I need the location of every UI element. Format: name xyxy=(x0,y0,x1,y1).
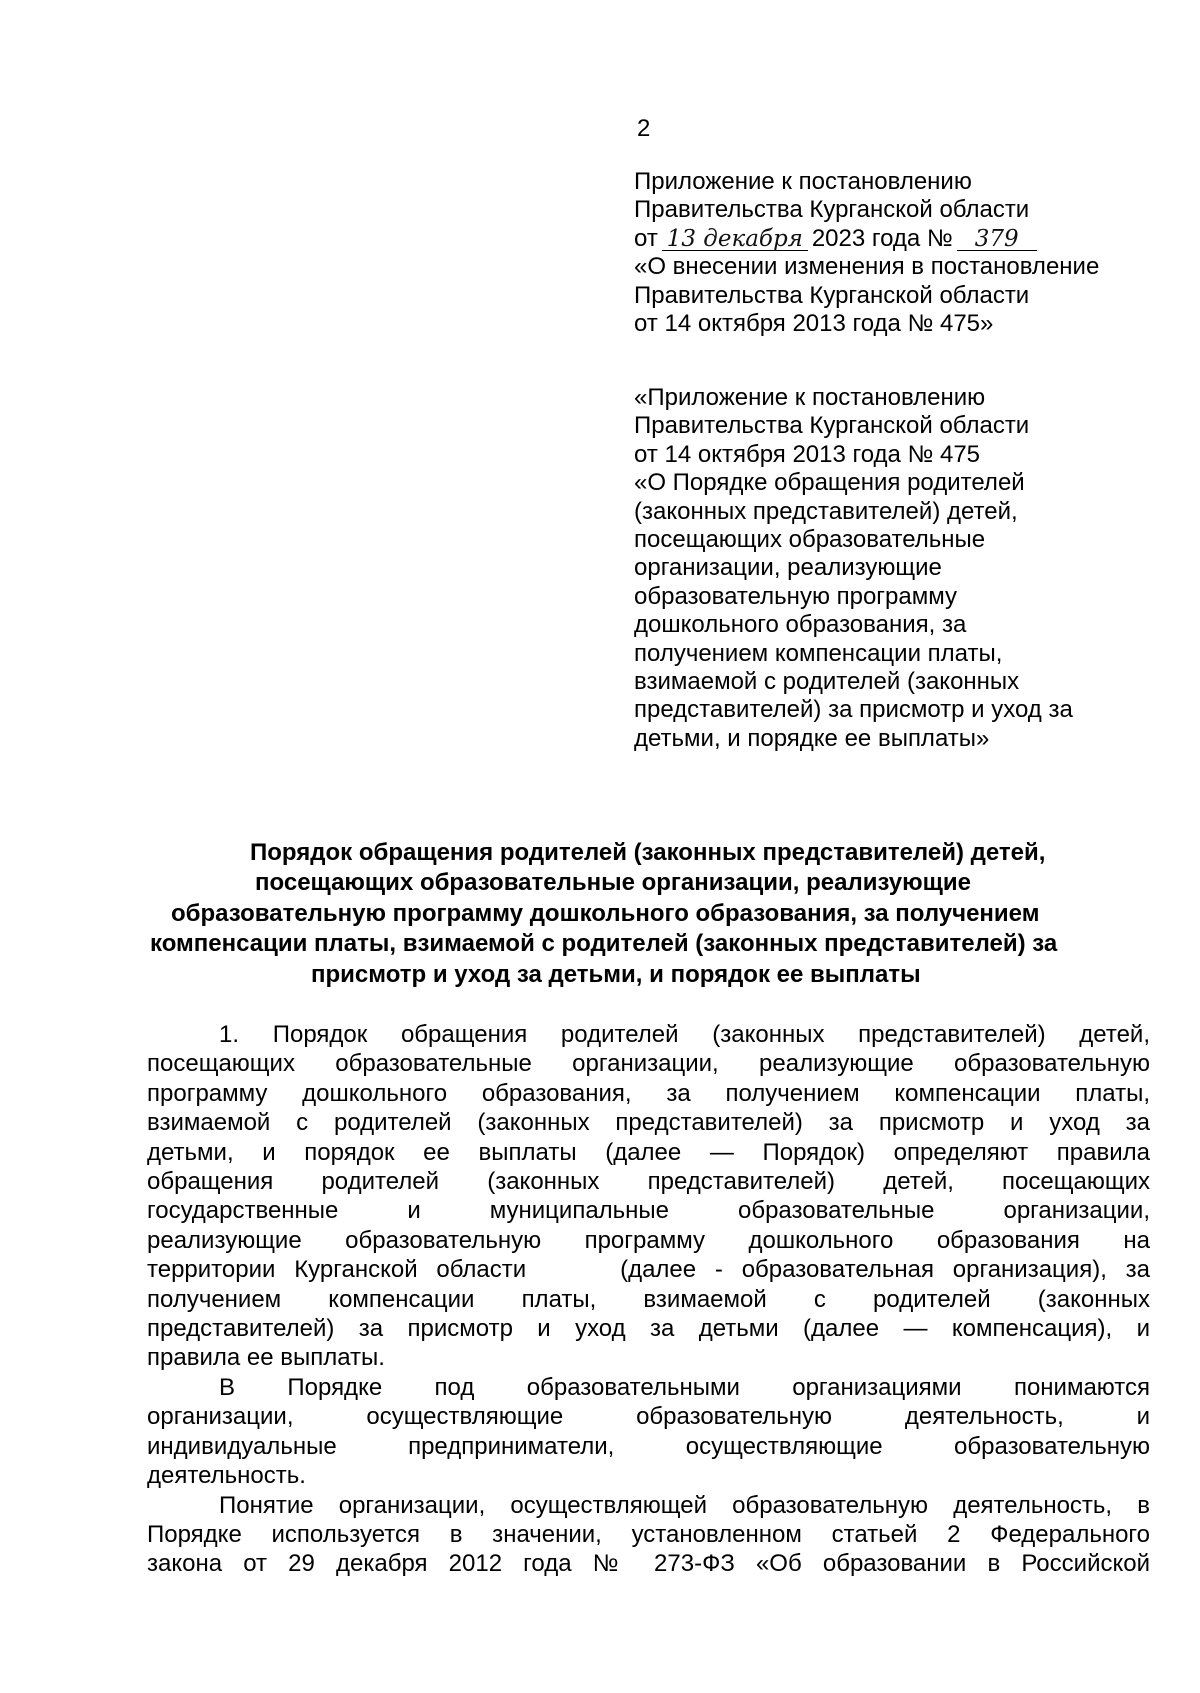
body-line: правила ее выплаты. xyxy=(147,1344,385,1372)
appendix-original-line: взимаемой с родителей (законных xyxy=(634,668,1020,696)
appendix-header-line: Приложение к постановлению xyxy=(634,168,972,195)
appendix-original-line: Правительства Курганской области xyxy=(634,412,1030,440)
body-line: представителей) за присмотр и уход за детьми (далее — компенсация), и xyxy=(147,1315,1150,1343)
title-line: посещающих образовательные организации, реализующие xyxy=(255,869,971,897)
handwritten-number: 379 xyxy=(957,228,1037,251)
body-line: Понятие организации, осуществляющей образовательную деятельность, в xyxy=(219,1491,1150,1519)
body-line: взимаемой с родителей (законных представителей) за присмотр и уход за xyxy=(147,1109,1150,1137)
appendix-original-line: (законных представителей) детей, xyxy=(634,497,1018,525)
appendix-header-line: Правительства Курганской области xyxy=(634,281,1030,309)
appendix-original-line: образовательную программу xyxy=(634,582,958,610)
appendix-header-line: Правительства Курганской области xyxy=(634,196,1030,224)
title-line: Порядок обращения родителей (законных представителей) детей, xyxy=(250,839,1046,866)
body-line: индивидуальные предприниматели, осуществляющие образовательную xyxy=(147,1432,1150,1460)
body-line: детьми, и порядок ее выплаты (далее — Порядок) определяют правила xyxy=(147,1138,1150,1166)
body-line: организации, осуществляющие образовательную деятельность, и xyxy=(147,1403,1150,1431)
page-number: 2 xyxy=(637,115,651,142)
document-title xyxy=(150,838,1150,990)
appendix-original-line: дошкольного образования, за xyxy=(634,611,967,639)
appendix-header xyxy=(634,168,1194,338)
appendix-original-line: от 14 октября 2013 года № 475 xyxy=(634,440,981,468)
handwritten-date: 13 декабря xyxy=(662,228,808,251)
body-line: реализующие образовательную программу дошкольного образования на xyxy=(147,1226,1150,1254)
appendix-original-line: посещающих образовательные xyxy=(634,526,986,554)
appendix-original-line: получением компенсации платы, xyxy=(634,639,1003,667)
title-line: компенсации платы, взимаемой с родителей (законных представителей) за xyxy=(150,930,1058,958)
appendix-original-line: «Приложение к постановлению xyxy=(634,384,986,411)
body-text xyxy=(147,1020,1150,1579)
appendix-original-line: организации, реализующие xyxy=(634,554,942,582)
body-line: В Порядке под образовательными организациями понимаются xyxy=(219,1373,1150,1401)
body-line: программу дошкольного образования, за получением компенсации платы, xyxy=(147,1079,1150,1107)
body-line: обращения родителей (законных представителей) детей, посещающих xyxy=(147,1168,1150,1196)
date-prefix: от xyxy=(634,224,658,252)
body-line: территории Курганской области (далее - образовательная организация), за xyxy=(147,1256,1150,1284)
title-line: образовательную программу дошкольного образования, за получением xyxy=(171,899,1040,927)
appendix-original-line: представителей) за присмотр и уход за xyxy=(634,696,1073,724)
body-line: получением компенсации платы, взимаемой с родителей (законных xyxy=(147,1285,1150,1313)
body-line: деятельность. xyxy=(147,1462,306,1490)
appendix-original-line: детьми, и порядке ее выплаты» xyxy=(634,724,990,752)
appendix-header-date-line xyxy=(634,225,1194,253)
date-year: 2023 года № xyxy=(811,224,953,252)
body-line: 1. Порядок обращения родителей (законных представителей) детей, xyxy=(219,1021,1150,1048)
appendix-header-line: от 14 октября 2013 года № 475» xyxy=(634,310,994,338)
body-line: посещающих образовательные организации, реализующие образовательную xyxy=(147,1050,1150,1078)
title-line: присмотр и уход за детьми, и порядок ее выплаты xyxy=(311,960,921,988)
appendix-original-line: «О Порядке обращения родителей xyxy=(634,469,1025,497)
body-line: Порядке используется в значении, установленном статьей 2 Федерального xyxy=(147,1520,1150,1548)
body-line: закона от 29 декабря 2012 года № 273-ФЗ «Об образовании в Российской xyxy=(147,1550,1150,1578)
appendix-original xyxy=(634,384,1194,753)
body-line: государственные и муниципальные образовательные организации, xyxy=(147,1197,1150,1225)
appendix-header-line: «О внесении изменения в постановление xyxy=(634,253,1100,281)
